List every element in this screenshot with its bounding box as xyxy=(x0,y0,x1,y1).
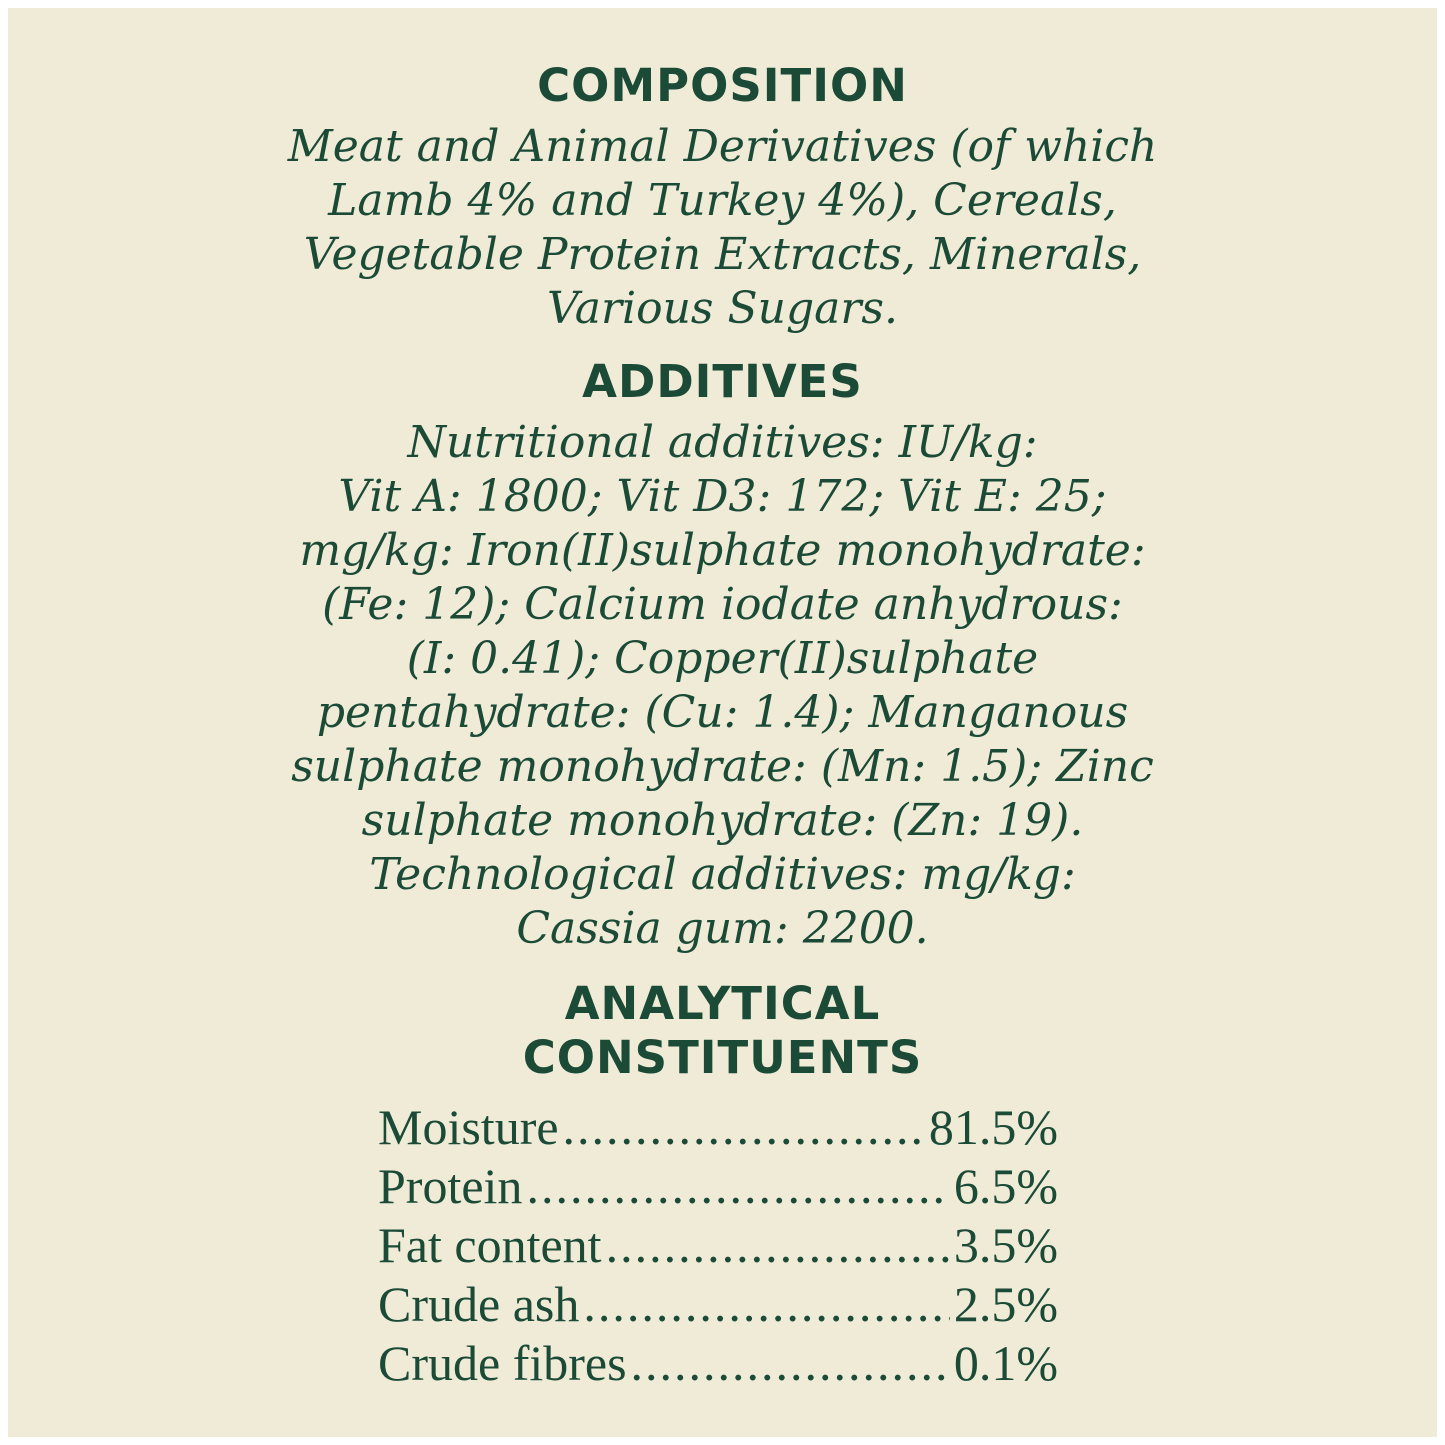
constituent-value: 2.5% xyxy=(953,1276,1058,1332)
constituent-value: 3.5% xyxy=(953,1217,1058,1273)
additives-line: Vit A: 1800; Vit D3: 172; Vit E: 25; xyxy=(338,471,1107,522)
dot-leader xyxy=(631,1334,950,1393)
additives-line: (I: 0.41); Copper(II)sulphate xyxy=(406,633,1039,684)
composition-line: Meat and Animal Derivatives (of which xyxy=(287,121,1158,172)
additives-line: sulphate monohydrate: (Zn: 19). xyxy=(361,795,1084,846)
constituent-row xyxy=(378,1098,1058,1157)
constituent-row xyxy=(378,1334,1058,1393)
constituent-row xyxy=(378,1216,1058,1275)
composition-line: Lamb 4% and Turkey 4%), Cereals, xyxy=(328,175,1117,226)
constituent-value: 81.5% xyxy=(928,1099,1058,1155)
constituent-value: 0.1% xyxy=(953,1335,1058,1391)
constituent-label: Crude fibres xyxy=(378,1335,627,1391)
constituent-label: Crude ash xyxy=(378,1276,580,1332)
constituent-row xyxy=(378,1275,1058,1334)
dot-leader xyxy=(583,1275,950,1334)
additives-line: Cassia gum: 2200. xyxy=(516,903,929,954)
additives-line: sulphate monohydrate: (Mn: 1.5); Zinc xyxy=(291,741,1154,792)
constituents-list xyxy=(378,1098,1058,1393)
constituent-row xyxy=(378,1157,1058,1216)
constituent-label: Moisture xyxy=(378,1099,559,1155)
composition-text xyxy=(0,120,1445,336)
additives-line: Nutritional additives: IU/kg: xyxy=(407,417,1038,468)
composition-line: Vegetable Protein Extracts, Minerals, xyxy=(303,229,1142,280)
additives-heading: ADDITIVES xyxy=(582,355,863,408)
constituent-label: Protein xyxy=(378,1158,523,1214)
additives-line: Technological additives: mg/kg: xyxy=(369,849,1076,900)
additives-text xyxy=(0,416,1445,956)
composition-heading: COMPOSITION xyxy=(537,59,908,112)
composition-line: Various Sugars. xyxy=(547,283,898,334)
dot-leader xyxy=(606,1216,950,1275)
constituent-value: 6.5% xyxy=(953,1158,1058,1214)
dot-leader xyxy=(526,1157,949,1216)
analytical-heading: ANALYTICAL xyxy=(564,977,881,1030)
constituent-label: Fat content xyxy=(378,1217,602,1273)
additives-line: (Fe: 12); Calcium iodate anhydrous: xyxy=(322,579,1123,630)
dot-leader xyxy=(563,1098,925,1157)
constituents-heading: CONSTITUENTS xyxy=(522,1031,923,1084)
additives-line: pentahydrate: (Cu: 1.4); Manganous xyxy=(316,687,1129,738)
additives-line: mg/kg: Iron(II)sulphate monohydrate: xyxy=(299,525,1146,576)
